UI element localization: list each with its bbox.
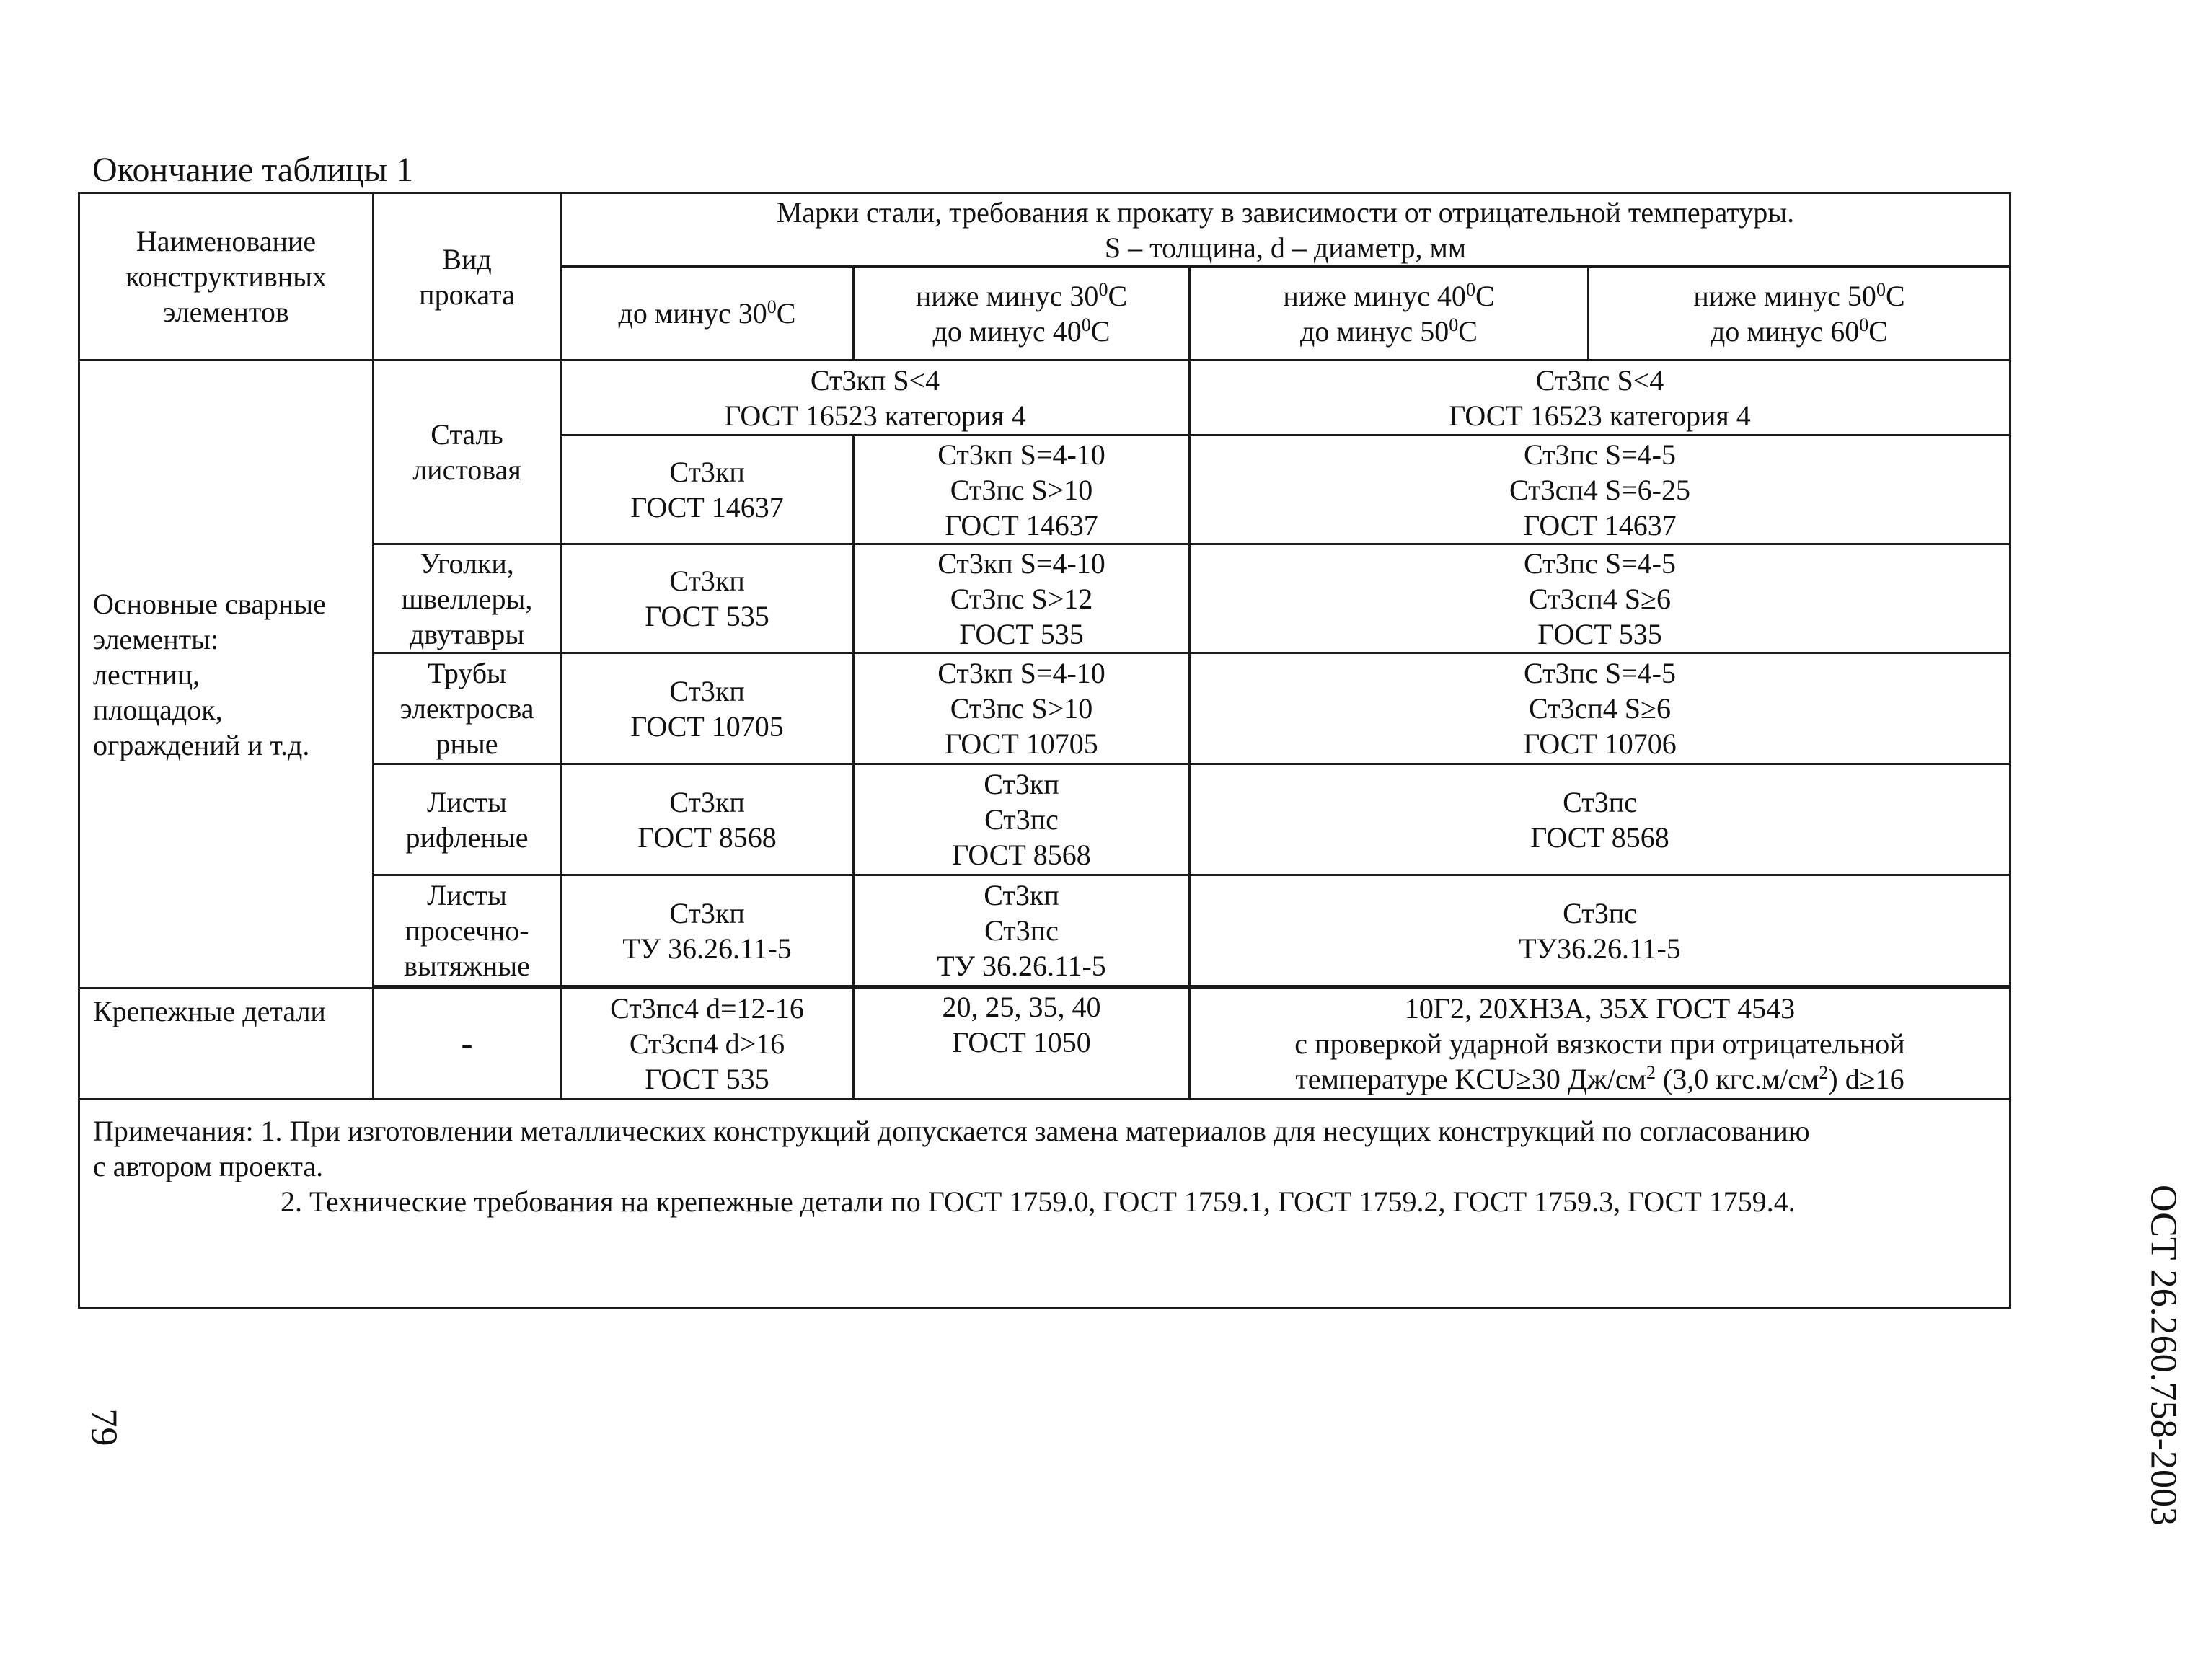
document-code: ОСТ 26.260.758-2003 [2142, 1185, 2184, 1526]
cell-line: ГОСТ 16523 категория 4 [1449, 399, 1751, 432]
cell-fasteners-30-40 [854, 989, 1190, 1100]
cell-line: 20, 25, 35, 40 [942, 991, 1101, 1023]
cell-line: Ст3кп S=4-10 [937, 438, 1105, 471]
cell-line: S – толщина, d – диаметр, мм [1104, 231, 1467, 264]
cell-line: Ст3пс S=4-5 [1524, 657, 1676, 689]
cell-sheet-30 [561, 436, 854, 544]
header-rolled-type [374, 193, 561, 361]
cell-line: Основные сварные [93, 587, 326, 620]
cell-expanded-40-60 [1190, 875, 2010, 986]
cell-line: ГОСТ 8568 [952, 839, 1091, 871]
cell-line: ГОСТ 14637 [630, 491, 784, 523]
cell-line: Вид [442, 242, 492, 275]
type-sheet-steel [374, 361, 561, 544]
cell-line: Ст3пс [984, 914, 1059, 947]
cell-line: Ст3кп [984, 879, 1059, 911]
cell-line: Ст3пс S>12 [950, 582, 1093, 615]
cell-line: элементов [163, 296, 289, 328]
cell-expanded-30-40 [854, 875, 1190, 986]
cell-line: Листы [427, 785, 507, 818]
cell-line: Марки стали, требования к прокату в зависимости от отрицательной температуры. [776, 195, 1795, 229]
cell-line: Уголки, [420, 547, 514, 580]
cell-pipes-40-60 [1190, 653, 2010, 764]
cell-line: ограждений и т.д. [93, 728, 310, 761]
cell-line: Ст3пс [1563, 896, 1637, 929]
cell-line: Трубы [427, 657, 507, 689]
cell-line: Листы [427, 879, 507, 911]
cell-line: Ст3пс S=4-5 [1524, 547, 1676, 580]
cell-line: двутавры [409, 617, 525, 650]
header-temp-minus-50-60: ниже минус $50^0C$ до минус $60^0C$ [1589, 267, 2010, 361]
cell-line: ГОСТ 535 [645, 1063, 769, 1095]
header-temp-minus-30-40: ниже минус $30^0C$ до минус $40^0C$ [854, 267, 1190, 361]
notes-block [79, 1100, 2010, 1308]
header-element-name [79, 193, 374, 361]
cell-line: лестниц, [93, 658, 200, 691]
cell-line: ГОСТ 535 [959, 617, 1084, 650]
cell-fasteners-40-60: 10Г2, 20ХН3А, 35Х ГОСТ 4543 с проверкой ударной вязкости при отрицательной температуре KCU≥30 $Дж/см^2$ (3,0 $кгс.м/см^2$) d≥16 [1190, 989, 2010, 1100]
cell-line: Наименование [136, 225, 317, 257]
table-caption: Окончание таблицы 1 [92, 151, 414, 189]
cell-line: Ст3пс S<4 [1535, 363, 1664, 397]
cell-pipes-30 [561, 653, 854, 764]
cell-line: электросва [400, 692, 534, 725]
cell-angles-30 [561, 544, 854, 653]
cell-line: ГОСТ 10705 [630, 709, 784, 743]
note-1: Примечания: 1. При изготовлении металлических конструкций допускается замена материалов для несущих конструкций по согласованию [93, 1115, 1810, 1147]
cell-line: площадок, [93, 693, 223, 726]
cell-angles-40-60 [1190, 544, 2010, 653]
header-temp-minus-40-50: ниже минус $40^0C$ до минус $50^0C$ [1190, 267, 1589, 361]
cell-angles-30-40 [854, 544, 1190, 653]
cell-line: швеллеры, [401, 582, 533, 615]
cell-line: Ст3пс [1563, 785, 1637, 818]
group-fasteners: Крепежные детали [79, 989, 374, 1100]
cell-line: Ст3кп [669, 896, 745, 929]
cell-ribbed-30 [561, 764, 854, 875]
cell-line: Ст3сп4 d>16 [629, 1027, 785, 1060]
note-2: 2. Технические требования на крепежные детали по ГОСТ 1759.0, ГОСТ 1759.1, ГОСТ 1759.2, ГОСТ 1759.3, ГОСТ 1759.4. [281, 1185, 1796, 1218]
cell-fasteners-30 [561, 989, 854, 1100]
cell-line: ГОСТ 10706 [1523, 728, 1677, 760]
cell-line: проката [419, 278, 515, 311]
header-temp-to-minus-30: до минус $30^0C$ [561, 267, 854, 361]
cell-line: Ст3кп S=4-10 [937, 547, 1105, 580]
cell-line: конструктивных [125, 260, 327, 293]
cell-line: вытяжные [404, 950, 530, 982]
cell-line: Ст3пс S>10 [950, 692, 1093, 725]
cell-line: ГОСТ 8568 [637, 821, 777, 854]
cell-line: ГОСТ 8568 [1530, 821, 1669, 854]
cell-line: ГОСТ 10705 [945, 728, 1098, 760]
type-angles-channels [374, 544, 561, 653]
cell-line: Ст3кп [984, 768, 1059, 800]
cell-ribbed-40-60 [1190, 764, 2010, 875]
group-main-welded-elements [79, 361, 374, 989]
cell-line: рифленые [405, 821, 529, 854]
cell-line: Ст3кп [669, 565, 745, 597]
cell-line: ТУ 36.26.11-5 [622, 932, 792, 965]
cell-line: Сталь [431, 418, 503, 451]
steel-grades-table [78, 192, 2011, 1309]
cell-line: ГОСТ 535 [1537, 617, 1662, 650]
cell-line: ГОСТ 14637 [945, 508, 1098, 541]
cell-line: просечно- [405, 914, 529, 947]
cell-line: листовая [412, 454, 521, 486]
note-1-cont: с автором проекта. [93, 1150, 324, 1182]
cell-sheet-thin-low [561, 361, 1190, 436]
cell-line: ТУ 36.26.11-5 [937, 950, 1106, 982]
cell-line: Ст3кп [669, 785, 745, 818]
cell-line: ГОСТ 14637 [1523, 508, 1677, 541]
cell-sheet-30-40 [854, 436, 1190, 544]
cell-pipes-30-40 [854, 653, 1190, 764]
cell-sheet-thin-high [1190, 361, 2010, 436]
cell-sheet-40-60 [1190, 436, 2010, 544]
cell-line: Ст3сп4 S≥6 [1529, 582, 1671, 615]
cell-line: Ст3сп4 S=6-25 [1509, 473, 1690, 506]
cell-line: ГОСТ 535 [645, 600, 769, 632]
type-fasteners-dash: - [374, 989, 561, 1100]
cell-line: Ст3кп S<4 [810, 363, 940, 397]
cell-line: Ст3пс [984, 803, 1059, 836]
cell-line: ТУ36.26.11-5 [1519, 932, 1681, 965]
cell-line: Ст3кп [669, 456, 745, 488]
cell-ribbed-30-40 [854, 764, 1190, 875]
cell-line: Ст3сп4 S≥6 [1529, 692, 1671, 725]
type-welded-pipes [374, 653, 561, 764]
cell-line: ГОСТ 1050 [952, 1026, 1091, 1058]
cell-line: элементы: [93, 622, 219, 655]
cell-line: ГОСТ 16523 категория 4 [724, 399, 1026, 432]
page-number: 79 [83, 1408, 125, 1446]
cell-line: рные [436, 728, 498, 760]
cell-line: Ст3кп S=4-10 [937, 657, 1105, 689]
cell-line: Ст3пс S=4-5 [1524, 438, 1676, 471]
type-ribbed-sheets [374, 764, 561, 875]
header-grades-title [561, 193, 2010, 267]
cell-line: Ст3пс4 d=12-16 [610, 992, 804, 1025]
cell-line: Ст3кп [669, 674, 745, 707]
cell-line: Ст3пс S>10 [950, 473, 1093, 506]
type-expanded-sheets [374, 875, 561, 986]
cell-expanded-30 [561, 875, 854, 986]
